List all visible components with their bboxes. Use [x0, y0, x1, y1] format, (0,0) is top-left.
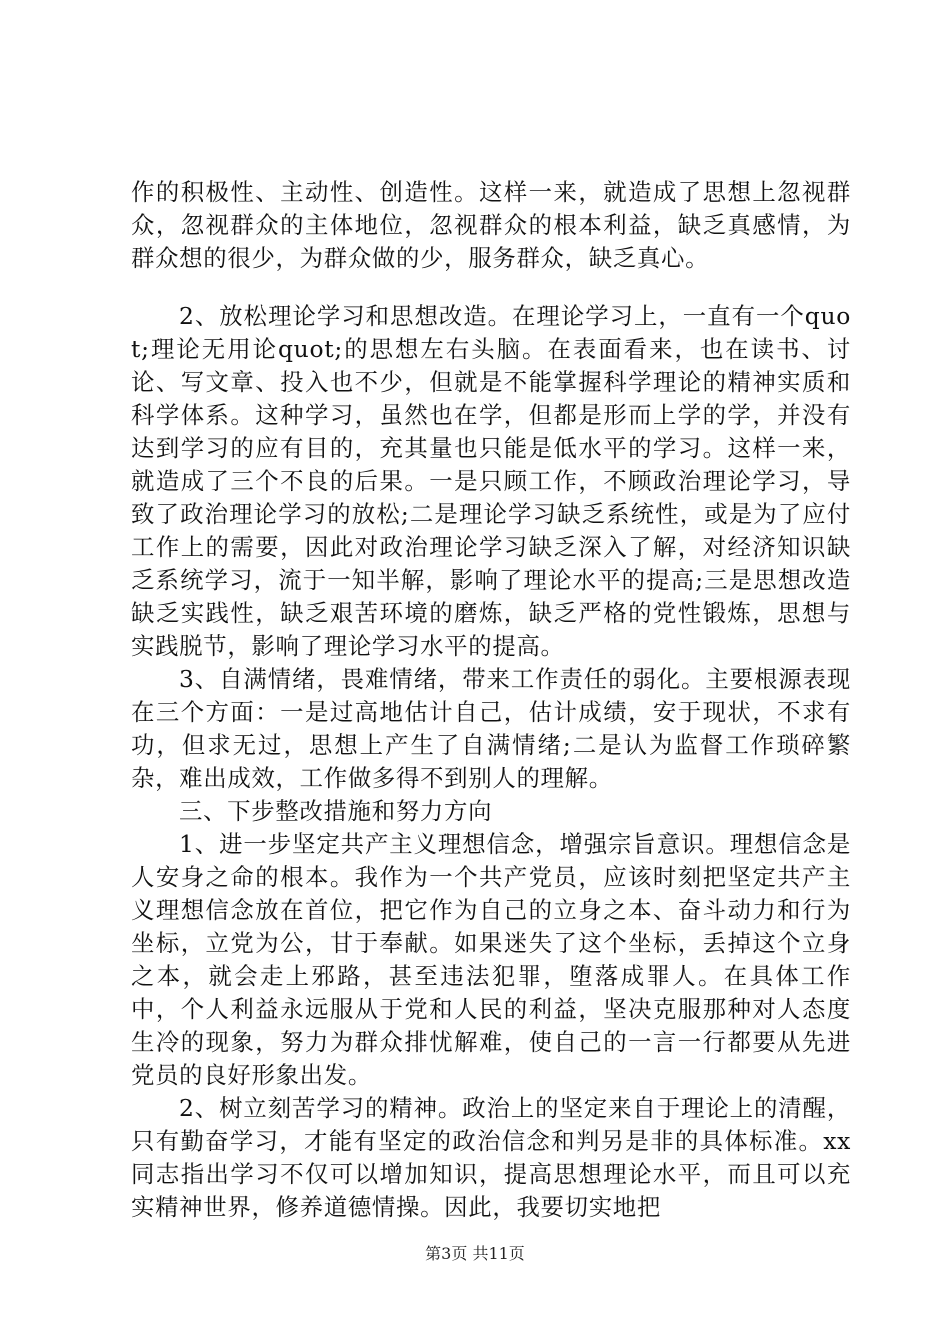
paragraph-theory-study: 2、放松理论学习和思想改造。在理论学习上，一直有一个quot;理论无用论quot;的思想左右头脑。在表面看来，也在读书、讨论、写文章、投入也不少，但就是不能掌握科学理论的精神实质和科学体系。这种学习，虽然也在学，但都是形而上学的学，并没有达到学习的应有目的，充其量也只能是低水平的学习。这样一来，就造成了三个不良的后果。一是只顾工作，不顾政治理论学习，导致了政治理论学习的放松;二是理论学习缺乏系统性，或是为了应付工作上的需要，因此对政治理论学习缺乏深入了解，对经济知识缺乏系统学习，流于一知半解，影响了理论水平的提高;三是思想改造缺乏实践性，缺乏艰苦环境的磨炼，缺乏严格的党性锻炼，思想与实践脱节，影响了理论学习水平的提高。: [131, 302, 851, 660]
paragraph-ideals-belief: 1、进一步坚定共产主义理想信念，增强宗旨意识。理想信念是人安身之命的根本。我作为一个共产党员，应该时刻把坚定共产主义理想信念放在首位，把它作为自己的立身之本、奋斗动力和行为坐标，立党为公，甘于奉献。如果迷失了这个坐标，丢掉这个立身之本，就会走上邪路，甚至违法犯罪，堕落成罪人。在具体工作中，个人利益永远服从于党和人民的利益，坚决克服那种对人态度生冷的现象，努力为群众排忧解难，使自己的一言一行都要从先进党员的良好形象出发。: [131, 830, 851, 1089]
section-heading-rectification: 三、下步整改措施和努力方向: [179, 797, 493, 825]
paragraph-continuation: 作的积极性、主动性、创造性。这样一来，就造成了思想上忽视群众，忽视群众的主体地位，忽视群众的根本利益，缺乏真感情，为群众想的很少，为群众做的少，服务群众，缺乏真心。: [131, 178, 851, 272]
document-body: [131, 176, 851, 1224]
paragraph-diligent-study: 2、树立刻苦学习的精神。政治上的坚定来自于理论上的清醒，只有勤奋学习，才能有坚定的政治信念和判另是非的具体标准。xx同志指出学习不仅可以增加知识，提高思想理论水平，而且可以充实精神世界，修养道德情操。因此，我要切实地把: [131, 1094, 851, 1221]
paragraph-complacency: 3、自满情绪，畏难情绪，带来工作责任的弱化。主要根源表现在三个方面：一是过高地估计自己，估计成绩，安于现状，不求有功，但求无过，思想上产生了自满情绪;二是认为监督工作琐碎繁杂，难出成效，工作做多得不到别人的理解。: [131, 665, 851, 792]
page-footer: 第3页 共11页: [425, 1244, 525, 1263]
